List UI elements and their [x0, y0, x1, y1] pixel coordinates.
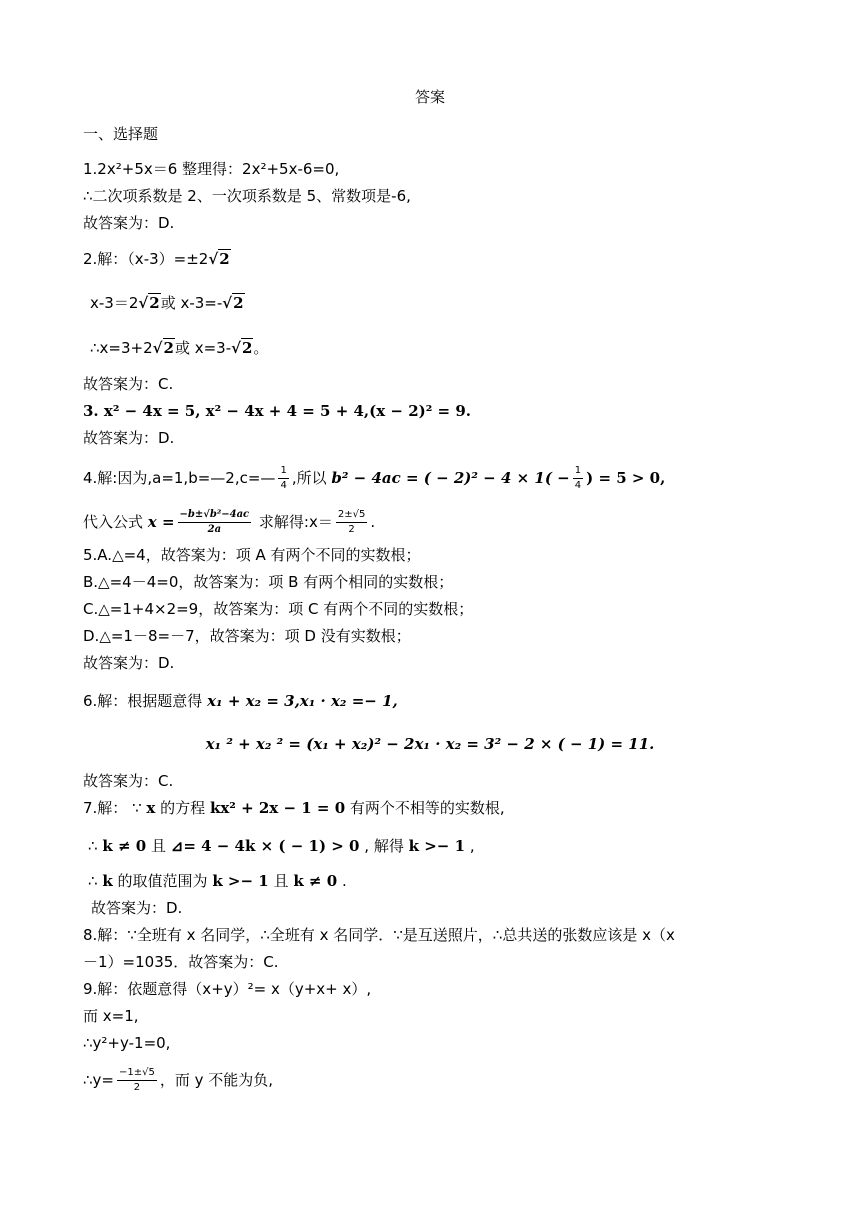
q4-line1 — [83, 464, 665, 493]
q7-k: k — [102, 872, 113, 890]
q4-discriminant: b² − 4ac = ( − 2)² − 4 × 1( − — [331, 469, 570, 487]
frac-num: −1±√5 — [117, 1066, 157, 1081]
therefore-symbol: ∴ — [88, 837, 98, 855]
q2-line3-text-c: 。 — [253, 339, 269, 357]
frac-num: 1 — [573, 464, 583, 479]
q2-line3-text-b: 或 x=3- — [174, 339, 232, 357]
q5-line2: B.△=4－4=0，故答案为：项 B 有两个相同的实数根； — [83, 573, 454, 591]
quadratic-formula — [178, 508, 252, 537]
q4-line2 — [83, 508, 375, 537]
q3-equation: 3. x² − 4x = 5, x² − 4x + 4 = 5 + 4,(x − 2)² = 9. — [83, 402, 471, 420]
q4-text-a: 4.解:因为,a=1,b=—2,c=— — [83, 469, 276, 487]
q3-answer: 故答案为：D. — [83, 429, 175, 447]
sqrt-symbol: √2 — [208, 250, 230, 268]
q9-line1: 9.解：依题意得（x+y）²= x（y+x+ x）, — [83, 980, 372, 998]
frac-den: 2 — [348, 524, 355, 535]
q7-delta: ⊿= 4 − 4k × ( − 1) > 0 — [170, 837, 360, 855]
q2-line3-text-a: ∴x=3+2 — [90, 339, 153, 357]
radicand: 2 — [149, 294, 160, 312]
q2-line2-text-b: 或 x-3=- — [160, 294, 223, 312]
fraction-quarter — [278, 464, 288, 493]
sqrt-symbol: √2 — [231, 339, 253, 357]
frac-den: 4 — [574, 480, 582, 491]
q7-period: . — [341, 872, 347, 890]
q6-text: 6.解：根据题意得 — [83, 692, 203, 710]
q4-result: ) = 5 > 0, — [586, 469, 666, 487]
solution-fraction — [336, 508, 367, 537]
q7-k-nonzero: k ≠ 0 — [293, 872, 338, 890]
y-solution-fraction — [117, 1066, 157, 1095]
q7-comma: , — [469, 837, 475, 855]
q6-answer: 故答案为：C. — [83, 772, 174, 790]
q7-text-a: 7.解： ∵ — [83, 799, 142, 817]
frac-den: 2a — [207, 524, 222, 535]
q5-line4: D.△=1－8=－7，故答案为：项 D 没有实数根； — [83, 627, 411, 645]
q2-answer: 故答案为：C. — [83, 375, 174, 393]
q4-x-equals: x = — [147, 513, 175, 531]
q7-k-range: k >− 1 — [212, 872, 269, 890]
q7-text-c: 的方程 — [160, 799, 206, 817]
q4-text-b: ,所以 — [291, 469, 327, 487]
q9-line4 — [83, 1066, 273, 1095]
q6-sum-of-squares: x₁ ² + x₂ ² = (x₁ + x₂)² − 2x₁ · x₂ = 3² − 2 × ( − 1) = 11. — [205, 735, 655, 753]
q7-and: 且 — [150, 837, 166, 855]
q7-equation: kx² + 2x − 1 = 0 — [209, 799, 346, 817]
q7-k-nonzero: k ≠ 0 — [102, 837, 147, 855]
q7-text-e: 有两个不相等的实数根, — [349, 799, 505, 817]
frac-den: 4 — [280, 480, 287, 491]
sqrt-symbol: √2 — [152, 339, 174, 357]
q7-line3 — [88, 870, 347, 892]
q9-y-equals: ∴y= — [83, 1071, 114, 1089]
sqrt-symbol: √2 — [222, 294, 244, 312]
fraction-quarter — [573, 464, 583, 493]
q2-line2 — [90, 292, 245, 314]
q4-period: . — [370, 513, 376, 531]
q7-line1 — [83, 797, 505, 819]
q2-line1-text: 2.解：（x-3）=±2 — [83, 250, 209, 268]
q7-solve: , 解得 — [364, 837, 404, 855]
page-title: 答案 — [414, 88, 445, 106]
q5-line1: 5.A.△=4，故答案为：项 A 有两个不同的实数根； — [83, 546, 421, 564]
q1-answer: 故答案为：D. — [83, 214, 175, 232]
section-heading: 一、选择题 — [83, 125, 159, 143]
q7-line2 — [88, 835, 475, 857]
radicand: 2 — [233, 294, 244, 312]
q2-line1 — [83, 248, 231, 270]
q7-range-text: 的取值范围为 — [117, 872, 208, 890]
q4-text-solve: 求解得:x＝ — [258, 513, 333, 531]
q1-line1: 1.2x²+5x＝6 整理得：2x²+5x-6=0, — [83, 160, 340, 178]
radicand: 2 — [163, 339, 174, 357]
q8-line1: 8.解：∵全班有 x 名同学，∴全班有 x 名同学．∵是互送照片，∴总共送的张数应该是 x（x — [83, 926, 675, 944]
q2-line2-text-a: x-3＝2 — [90, 294, 139, 312]
sqrt-symbol: √2 — [138, 294, 160, 312]
q4-text-formula: 代入公式 — [83, 513, 144, 531]
frac-den: 2 — [133, 1082, 141, 1093]
q2-line3 — [90, 337, 268, 359]
q7-k-range: k >− 1 — [408, 837, 466, 855]
q9-line2: 而 x=1, — [83, 1007, 139, 1025]
radicand: 2 — [219, 250, 230, 268]
therefore-symbol: ∴ — [88, 872, 98, 890]
radicand: 2 — [241, 339, 253, 357]
q9-line3: ∴y²+y-1=0, — [83, 1034, 171, 1052]
q7-answer: 故答案为：D. — [91, 899, 183, 917]
q1-line2: ∴二次项系数是 2、一次项系数是 5、常数项是-6, — [83, 187, 411, 205]
frac-num: 1 — [278, 464, 288, 479]
q5-answer: 故答案为：D. — [83, 654, 175, 672]
q6-vieta: x₁ + x₂ = 3,x₁ · x₂ =− 1, — [207, 692, 398, 710]
q8-line2: －1）=1035．故答案为：C. — [83, 953, 279, 971]
q6-line1 — [83, 690, 398, 712]
q5-line3: C.△=1+4×2=9，故答案为：项 C 有两个不同的实数根； — [83, 600, 474, 618]
frac-num: 2±√5 — [336, 508, 367, 523]
q9-text: ，而 y 不能为负, — [159, 1071, 274, 1089]
frac-num: −b±√b²−4ac — [178, 508, 252, 523]
q7-and: 且 — [273, 872, 289, 890]
q7-x: x — [146, 799, 156, 817]
